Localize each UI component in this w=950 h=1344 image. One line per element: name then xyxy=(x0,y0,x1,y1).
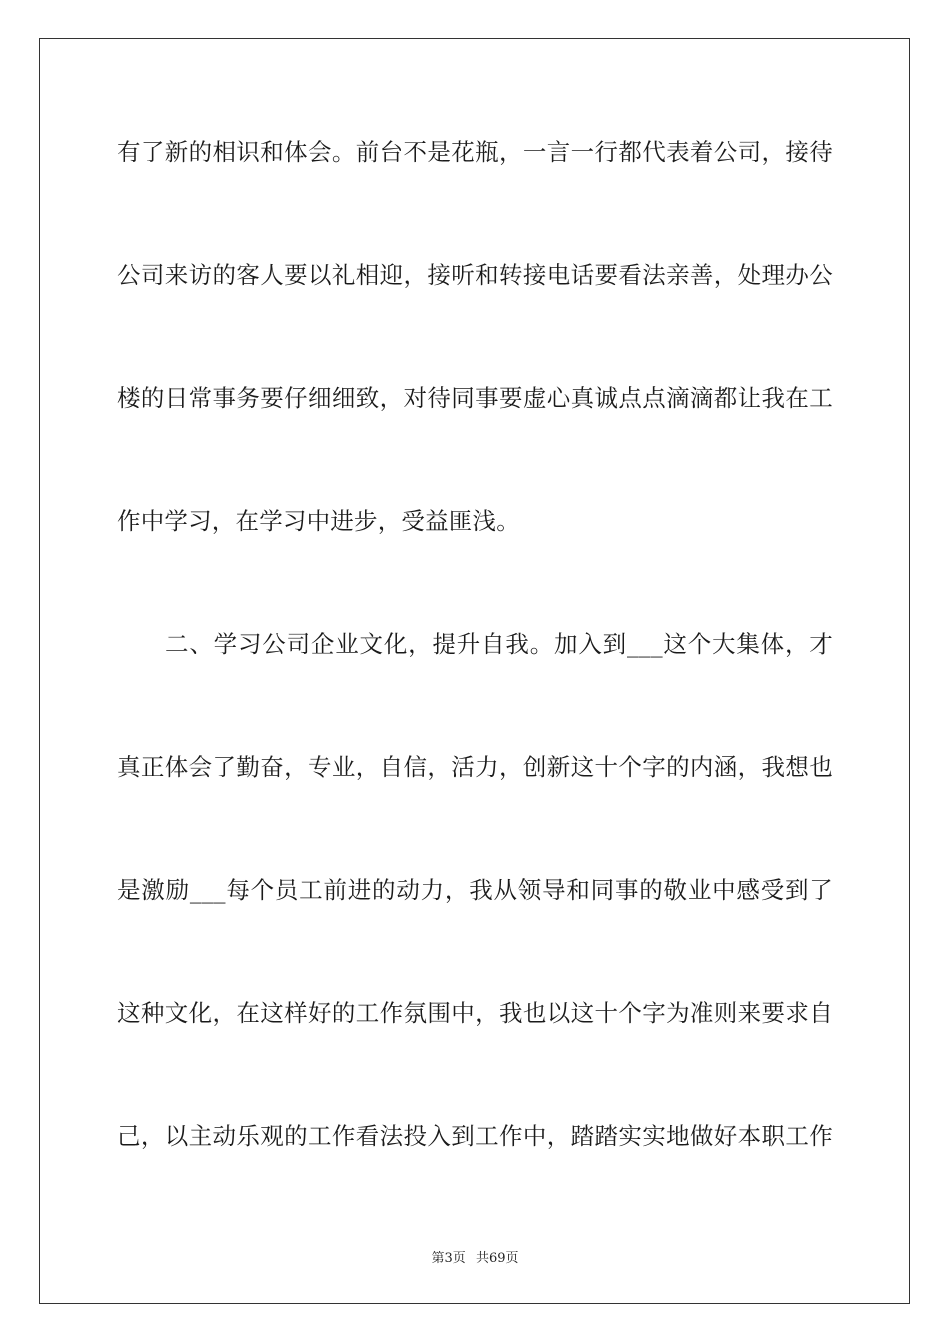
total-pages: 共69页 xyxy=(475,1251,519,1266)
text-line-4: 作中学习，在学习中进步，受益匪浅。 xyxy=(117,507,520,535)
text-line-2: 公司来访的客人要以礼相迎，接听和转接电话要看法亲善，处理办公 xyxy=(117,261,833,289)
text-line-1: 有了新的相识和体会。前台不是花瓶，一言一行都代表着公司，接待 xyxy=(117,138,833,166)
text-line-3: 楼的日常事务要仔细细致，对待同事要虚心真诚点点滴滴都让我在工 xyxy=(117,384,833,412)
page-number: 第3页 xyxy=(431,1251,466,1266)
text-line-7: 是激励___每个员工前进的动力，我从领导和同事的敬业中感受到了 xyxy=(117,876,833,904)
text-line-5: 二、学习公司企业文化，提升自我。加入到___这个大集体，才 xyxy=(165,630,833,658)
page-footer xyxy=(0,1247,950,1266)
text-line-9: 己，以主动乐观的工作看法投入到工作中，踏踏实实地做好本职工作 xyxy=(117,1122,833,1150)
text-line-6: 真正体会了勤奋，专业，自信，活力，创新这十个字的内涵，我想也 xyxy=(117,753,833,781)
page-border xyxy=(39,38,910,1304)
text-line-8: 这种文化，在这样好的工作氛围中，我也以这十个字为准则来要求自 xyxy=(117,999,833,1027)
